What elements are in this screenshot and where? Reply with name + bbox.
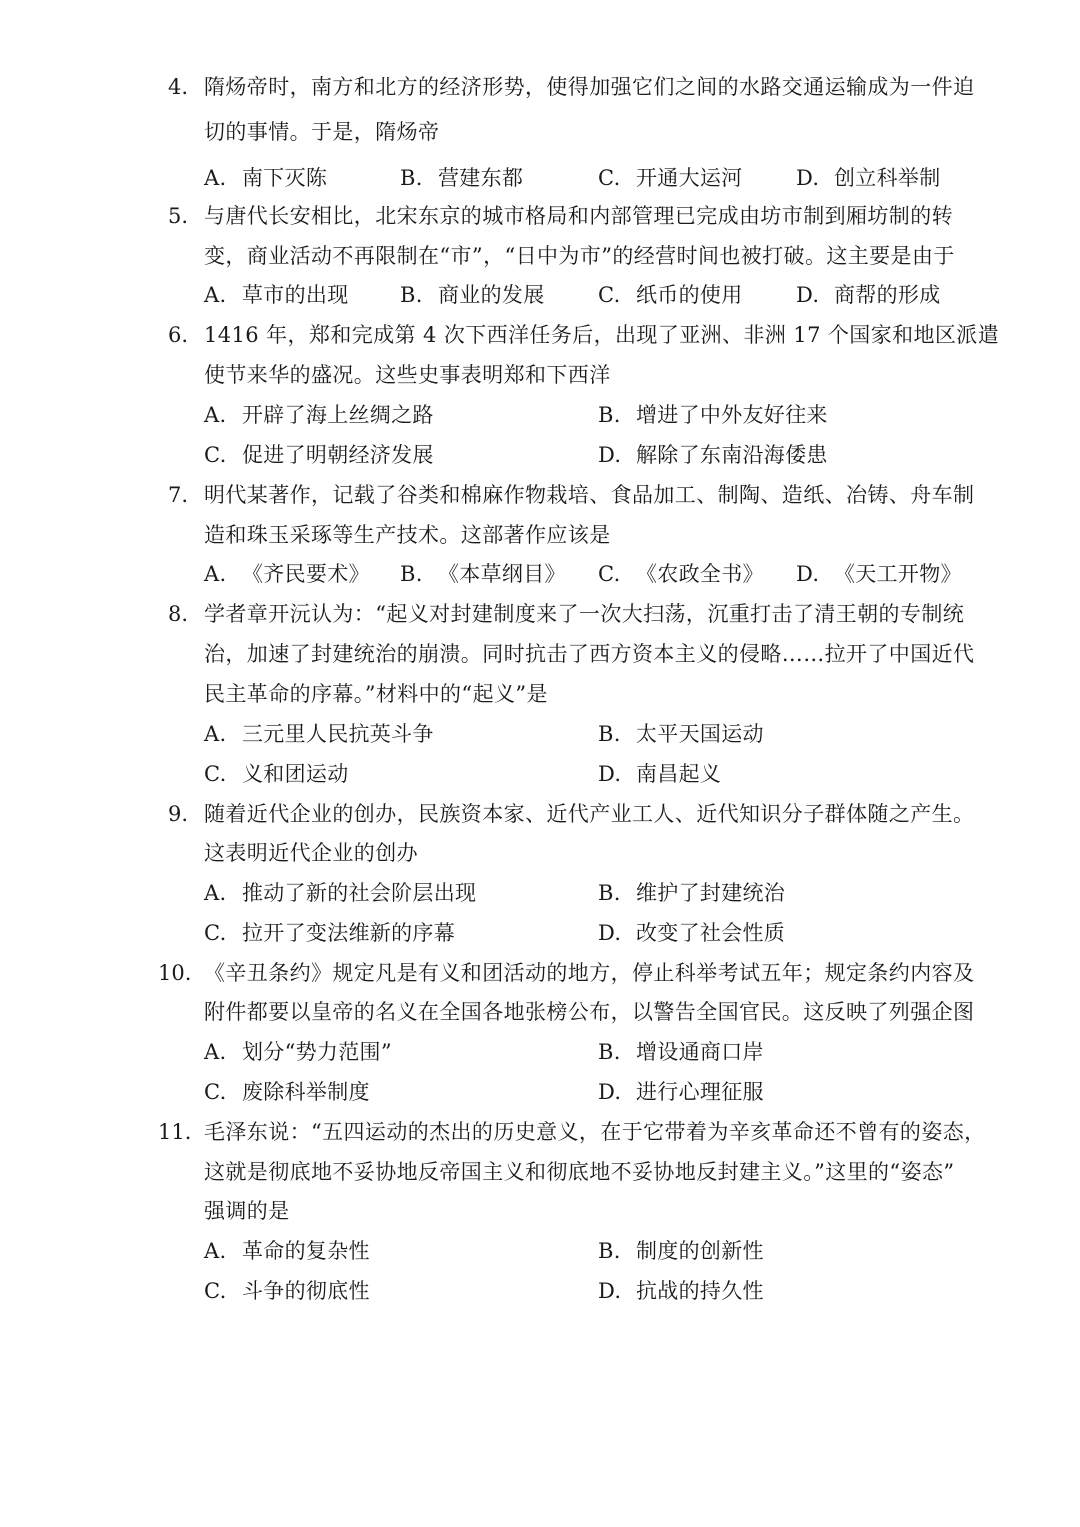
option-d[interactable] [598,435,828,475]
option-letter: B. [598,403,621,427]
option-letter: C. [204,1279,227,1303]
question-stem-line: 这表明近代企业的创办 [204,841,418,865]
option-b[interactable] [598,1032,764,1072]
question-stem-line: 民主革命的序幕。”材料中的“起义”是 [204,682,548,706]
option-d[interactable] [598,1271,764,1311]
option-d[interactable] [598,913,785,953]
option-a[interactable] [204,395,434,435]
option-a[interactable] [204,1032,392,1072]
question-stem-line: 随着近代企业的创办，民族资本家、近代产业工人、近代知识分子群体随之产生。 [204,802,975,826]
option-letter: A. [204,562,227,586]
option-a[interactable] [204,158,327,198]
option-letter: B. [598,881,621,905]
option-text: 开辟了海上丝绸之路 [242,403,434,427]
option-letter: B. [598,1040,621,1064]
option-letter: A. [204,283,227,307]
option-c[interactable] [204,435,434,475]
option-text: 草市的出现 [242,283,349,307]
option-text: 太平天国运动 [636,722,764,746]
option-letter: D. [598,1080,622,1104]
option-letter: C. [204,921,227,945]
option-text: 进行心理征服 [636,1080,764,1104]
question-number: 6. [168,323,189,347]
question-number: 7. [168,483,189,507]
question-number: 8. [168,602,189,626]
option-letter: A. [204,722,227,746]
option-text: 商帮的形成 [834,283,941,307]
option-letter: D. [598,921,622,945]
option-text: 斗争的彻底性 [242,1279,370,1303]
option-text: 解除了东南沿海倭患 [636,443,828,467]
question-stem-line: 造和珠玉采琢等生产技术。这部著作应该是 [204,523,611,547]
question-stem-line: 强调的是 [204,1199,290,1223]
option-text: 增设通商口岸 [636,1040,764,1064]
option-text: 促进了明朝经济发展 [242,443,434,467]
option-text: 南下灭陈 [242,166,328,190]
question-stem-line: 使节来华的盛况。这些史事表明郑和下西洋 [204,363,611,387]
option-letter: D. [796,562,820,586]
question-number: 4. [168,75,189,99]
question-stem-line: 切的事情。于是，隋炀帝 [204,120,440,144]
option-letter: D. [598,443,622,467]
option-letter: C. [204,443,227,467]
option-letter: D. [598,1279,622,1303]
question-number: 9. [168,802,189,826]
option-letter: A. [204,1239,227,1263]
option-c[interactable] [598,275,743,315]
question-stem-line: 隋炀帝时，南方和北方的经济形势，使得加强它们之间的水路交通运输成为一件迫 [204,75,975,99]
option-letter: C. [204,1080,227,1104]
option-letter: C. [598,562,621,586]
question-stem-line: 毛泽东说：“五四运动的杰出的历史意义，在于它带着为辛亥革命还不曾有的姿态， [204,1120,986,1144]
question-stem-line: 与唐代长安相比，北宋东京的城市格局和内部管理已完成由坊市制到厢坊制的转 [204,204,953,228]
option-letter: C. [204,762,227,786]
question-stem-line: 1416 年，郑和完成第 4 次下西洋任务后，出现了亚洲、非洲 17 个国家和地区派遣 [204,323,1000,347]
option-a[interactable] [204,714,434,754]
option-text: 三元里人民抗英斗争 [242,722,434,746]
option-c[interactable] [204,1271,370,1311]
option-letter: A. [204,881,227,905]
option-d[interactable] [796,275,941,315]
option-text: 义和团运动 [242,762,349,786]
option-d[interactable] [598,1072,764,1112]
option-text: 创立科举制 [834,166,941,190]
option-text: 南昌起义 [636,762,722,786]
option-text: 抗战的持久性 [636,1279,764,1303]
option-text: 开通大运河 [636,166,743,190]
option-a[interactable] [204,554,370,594]
option-letter: B. [598,1239,621,1263]
option-a[interactable] [204,275,349,315]
option-text: 革命的复杂性 [242,1239,370,1263]
question-stem-line: 明代某著作，记载了谷类和棉麻作物栽培、食品加工、制陶、造纸、冶铸、舟车制 [204,483,975,507]
option-letter: C. [598,166,621,190]
question-stem-line: 变，商业活动不再限制在“市”，“日中为市”的经营时间也被打破。这主要是由于 [204,244,955,268]
option-letter: D. [598,762,622,786]
question-stem-line: 这就是彻底地不妥协地反帝国主义和彻底地不妥协地反封建主义。”这里的“姿态” [204,1160,955,1184]
option-letter: B. [598,722,621,746]
option-letter: B. [400,562,423,586]
option-text: 维护了封建统治 [636,881,786,905]
option-text: 《齐民要术》 [242,562,370,586]
option-text: 《天工开物》 [834,562,962,586]
option-c[interactable] [598,554,764,594]
option-a[interactable] [204,873,476,913]
option-b[interactable] [400,554,566,594]
option-text: 制度的创新性 [636,1239,764,1263]
option-a[interactable] [204,1231,370,1271]
option-c[interactable] [204,754,349,794]
option-text: 商业的发展 [438,283,545,307]
option-d[interactable] [796,554,962,594]
option-text: 增进了中外友好往来 [636,403,828,427]
option-text: 废除科举制度 [242,1080,370,1104]
option-d[interactable] [796,158,941,198]
option-text: 拉开了变法维新的序幕 [242,921,455,945]
option-text: 推动了新的社会阶层出现 [242,881,477,905]
question-stem-line: 《辛丑条约》规定凡是有义和团活动的地方，停止科举考试五年；规定条约内容及 [204,961,975,985]
option-b[interactable] [400,275,545,315]
option-letter: D. [796,283,820,307]
question-stem-line: 学者章开沅认为：“起义对封建制度来了一次大扫荡，沉重打击了清王朝的专制统 [204,602,965,626]
option-text: 纸币的使用 [636,283,743,307]
option-b[interactable] [598,1231,764,1271]
option-text: 《本草纲目》 [438,562,566,586]
option-d[interactable] [598,754,721,794]
option-text: 营建东都 [438,166,524,190]
question-stem-line: 附件都要以皇帝的名义在全国各地张榜公布，以警告全国官民。这反映了列强企图 [204,1000,975,1024]
option-letter: D. [796,166,820,190]
question-stem-line: 治，加速了封建统治的崩溃。同时抗击了西方资本主义的侵略……拉开了中国近代 [204,642,975,666]
option-letter: A. [204,166,227,190]
option-b[interactable] [400,158,523,198]
option-b[interactable] [598,873,785,913]
option-letter: A. [204,403,227,427]
option-letter: B. [400,166,423,190]
option-letter: A. [204,1040,227,1064]
option-text: 改变了社会性质 [636,921,786,945]
option-c[interactable] [204,1072,370,1112]
option-c[interactable] [598,158,743,198]
question-number: 10. [158,961,192,985]
option-letter: B. [400,283,423,307]
option-text: 划分“势力范围” [242,1040,392,1064]
question-number: 11. [158,1120,192,1144]
option-b[interactable] [598,714,764,754]
question-number: 5. [168,204,189,228]
option-c[interactable] [204,913,455,953]
option-b[interactable] [598,395,828,435]
option-text: 《农政全书》 [636,562,764,586]
option-letter: C. [598,283,621,307]
